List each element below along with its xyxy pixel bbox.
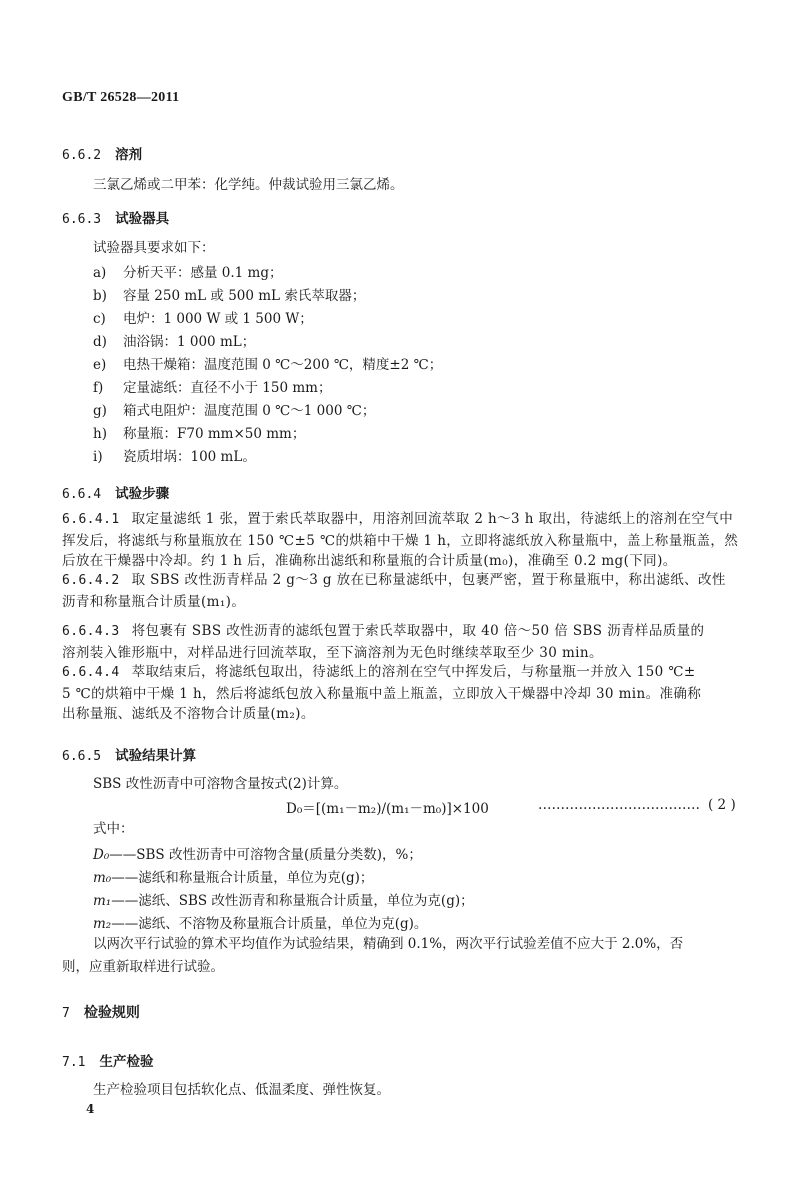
list-item: i) 瓷质坩埚：100 mL。 bbox=[93, 449, 256, 465]
list-item: g) 箱式电阻炉：温度范围 0 ℃～1 000 ℃； bbox=[93, 403, 376, 419]
section-title: 试验步骤 bbox=[115, 486, 170, 502]
section-title: 生产检验 bbox=[99, 1054, 154, 1070]
section-heading-6-6-3 bbox=[62, 207, 169, 227]
chapter-heading-7 bbox=[62, 1002, 140, 1022]
conclusion-line-1: 以两次平行试验的算术平均值作为试验结果，精确到 0.1%，两次平行试验差值不应大于 2.0%，否 bbox=[93, 936, 684, 952]
list-item: f) 定量滤纸：直径不小于 150 mm； bbox=[93, 380, 332, 396]
section-heading-7-1 bbox=[62, 1050, 153, 1070]
variable-definition: m₁——滤纸、SBS 改性沥青和称量瓶合计质量，单位为克(g)； bbox=[93, 893, 474, 909]
conclusion-line-2: 则，应重新取样进行试验。 bbox=[62, 959, 224, 975]
section-heading-6-6-5 bbox=[62, 744, 196, 764]
step-6-6-4-1: 6.6.4.1 取定量滤纸 1 张，置于索氏萃取器中，用溶剂回流萃取 2 h～3 h 取出，待滤纸上的溶剂在空气中 挥发后，将滤纸与称量瓶放在 150 ℃±5 ℃的烘箱中干燥 1 h，立即将滤纸放入称量瓶中，盖上称量瓶盖，然 后放在干燥器中冷却。约 1 h 后，准确称出滤纸和称量瓶的合计质量(m₀)，准确至 0.2 mg(下同)。 bbox=[62, 511, 739, 569]
section-number: 6.6.4 bbox=[62, 487, 102, 502]
page-number: 4 bbox=[86, 1102, 95, 1116]
section-title: 溶剂 bbox=[115, 147, 143, 163]
list-item: a) 分析天平：感量 0.1 mg； bbox=[93, 265, 283, 281]
list-item: c) 电炉：1 000 W 或 1 500 W； bbox=[93, 311, 313, 327]
list-item: b) 容量 250 mL 或 500 mL 索氏萃取器； bbox=[93, 288, 366, 304]
section-title: 试验结果计算 bbox=[115, 748, 197, 764]
section-heading-6-6-2 bbox=[62, 143, 142, 163]
formula-number: ( 2 ) bbox=[708, 797, 736, 813]
section-number: 6.6.3 bbox=[62, 212, 102, 227]
variable-definition: m₀——滤纸和称量瓶合计质量，单位为克(g)； bbox=[93, 870, 374, 886]
section-number: 7 bbox=[62, 1006, 70, 1021]
step-6-6-4-3: 6.6.4.3 将包裹有 SBS 改性沥青的滤纸包置于索氏萃取器中，取 40 倍～50 倍 SBS 沥青样品质量的 溶剂装入锥形瓶中，对样品进行回流萃取，至下滴溶剂为无色时继续萃取至少 30 min。 bbox=[62, 623, 705, 661]
solvent-text: 三氯乙烯或二甲苯：化学纯。仲裁试验用三氯乙烯。 bbox=[93, 177, 404, 193]
formula-leader-dots: ……………………………… bbox=[538, 797, 700, 813]
production-inspection-text: 生产检验项目包括软化点、低温柔度、弹性恢复。 bbox=[93, 1082, 390, 1098]
section-heading-6-6-4 bbox=[62, 482, 169, 502]
standard-code: GB/T 26528—2011 bbox=[62, 90, 180, 105]
section-number: 6.6.5 bbox=[62, 749, 102, 764]
step-6-6-4-4: 6.6.4.4 萃取结束后，将滤纸包取出，待滤纸上的溶剂在空气中挥发后，与称量瓶一并放入 150 ℃± 5 ℃的烘箱中干燥 1 h，然后将滤纸包放入称量瓶中盖上瓶盖，立即放入干燥器中冷却 30 min。准确称 出称量瓶、滤纸及不溶物合计质量(m₂)。 bbox=[62, 664, 702, 722]
variable-definition: m₂——滤纸、不溶物及称量瓶合计质量，单位为克(g)。 bbox=[93, 916, 428, 932]
variable-definition: D₀——SBS 改性沥青中可溶物含量(质量分类数)，%； bbox=[93, 847, 422, 863]
where-label: 式中： bbox=[93, 821, 134, 837]
section-title: 检验规则 bbox=[83, 1005, 140, 1021]
list-item: e) 电热干燥箱：温度范围 0 ℃～200 ℃，精度±2 ℃； bbox=[93, 357, 443, 373]
section-title: 试验器具 bbox=[115, 211, 170, 227]
list-item: d) 油浴锅：1 000 mL； bbox=[93, 334, 256, 350]
apparatus-intro: 试验器具要求如下： bbox=[93, 240, 215, 256]
calc-intro: SBS 改性沥青中可溶物含量按式(2)计算。 bbox=[93, 776, 348, 792]
section-number: 7.1 bbox=[62, 1055, 86, 1070]
section-number: 6.6.2 bbox=[62, 148, 102, 163]
step-6-6-4-2: 6.6.4.2 取 SBS 改性沥青样品 2 g～3 g 放在已称量滤纸中，包裹严密，置于称量瓶中，称出滤纸、改性 沥青和称量瓶合计质量(m₁)。 bbox=[62, 572, 726, 610]
list-item: h) 称量瓶：F70 mm×50 mm； bbox=[93, 426, 306, 442]
formula-2: D₀＝[(m₁－m₂)/(m₁－m₀)]×100 bbox=[286, 801, 489, 817]
